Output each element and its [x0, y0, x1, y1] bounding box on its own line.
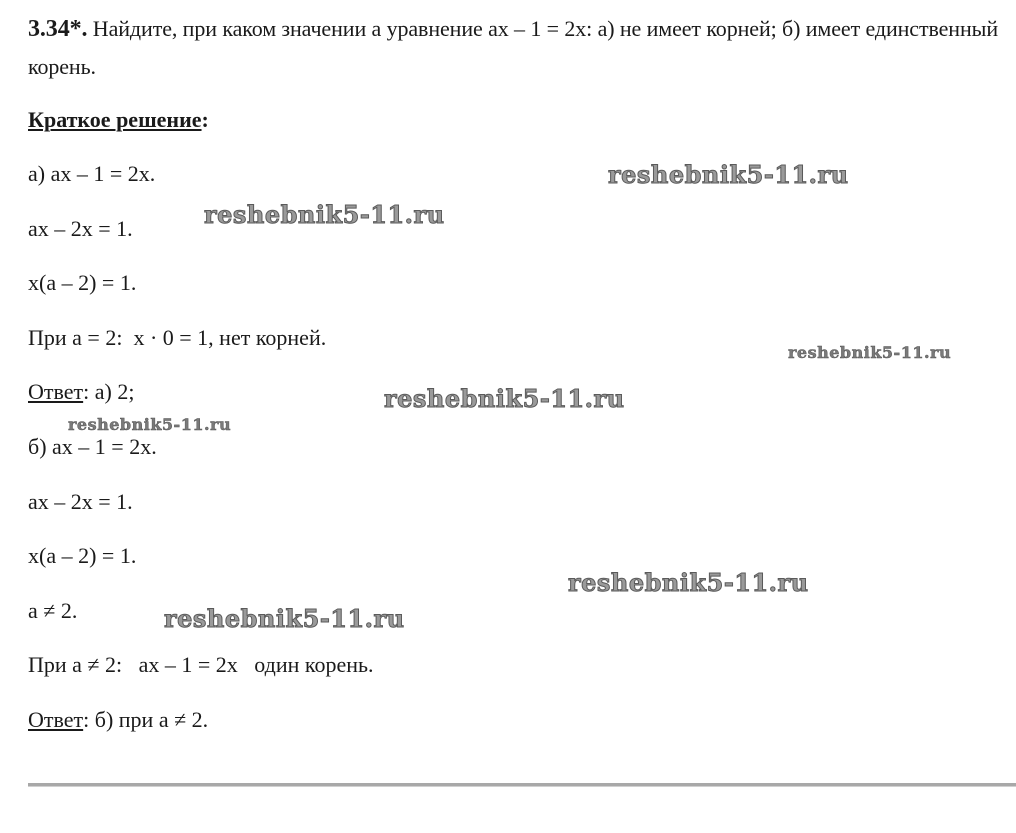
- answer-label-b: Ответ: [28, 707, 84, 732]
- solution-heading: [28, 106, 209, 134]
- part-b-line-5: При a ≠ 2: ax – 1 = 2x один корень.: [28, 652, 374, 677]
- watermark: reshebnik5-11.ru: [384, 384, 625, 413]
- part-a-line-4: При a = 2: x · 0 = 1, нет корней.: [28, 325, 327, 350]
- part-a-line-2: ax – 2x = 1.: [28, 216, 133, 241]
- part-b-line-4: a ≠ 2.: [28, 598, 78, 623]
- answer-value-a: : а) 2;: [83, 379, 135, 404]
- part-a-line-3: x(a – 2) = 1.: [28, 270, 137, 295]
- problem-number: 3.34*.: [28, 16, 88, 42]
- solution-heading-colon: :: [201, 107, 209, 132]
- watermark: reshebnik5-11.ru: [68, 415, 232, 434]
- solution-heading-label: Краткое решение: [28, 107, 202, 132]
- problem-text: Найдите, при каком значении а уравнение ax – 1 = 2x: а) не имеет корней; б) имеет единственный корень.: [28, 16, 999, 79]
- part-b-line-3: x(a – 2) = 1.: [28, 543, 137, 568]
- watermark: reshebnik5-11.ru: [788, 343, 952, 362]
- watermark: reshebnik5-11.ru: [568, 568, 809, 597]
- part-a-answer: [28, 378, 134, 406]
- part-b-line-2: ax – 2x = 1.: [28, 489, 133, 514]
- watermark: reshebnik5-11.ru: [164, 604, 405, 633]
- problem-statement: [28, 10, 1013, 86]
- part-b-answer: [28, 706, 208, 734]
- watermark: reshebnik5-11.ru: [608, 160, 849, 189]
- answer-label-a: Ответ: [28, 379, 84, 404]
- part-b-line-1: б) ax – 1 = 2x.: [28, 434, 157, 459]
- watermark: reshebnik5-11.ru: [204, 200, 445, 229]
- page-divider: [28, 783, 1016, 787]
- part-a-line-1: а) ax – 1 = 2x.: [28, 161, 156, 186]
- answer-value-b: : б) при a ≠ 2.: [83, 707, 209, 732]
